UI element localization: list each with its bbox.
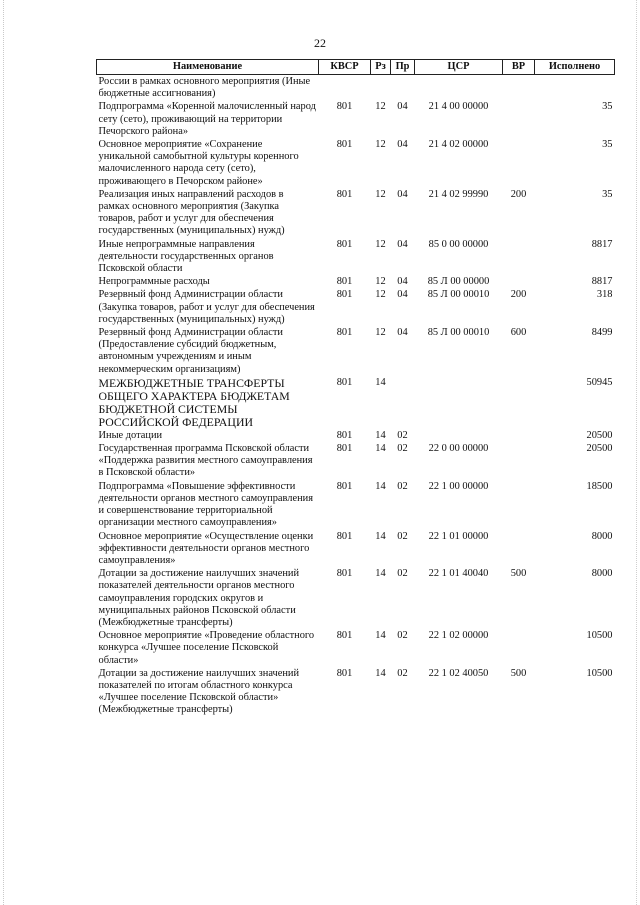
row-vr: 600 [510,327,527,339]
table-row [97,480,615,530]
row-done: 20500 [586,429,613,441]
table-header [97,60,615,75]
row-name: Непрограммные расходы [98,276,210,288]
table-row [97,667,615,717]
row-pr: 04 [397,139,408,151]
header-name: Наименование [97,60,319,75]
row-kvsr: 801 [336,327,353,339]
row-vr [503,480,535,530]
row-csr: 21 4 00 00000 [428,101,489,113]
table-row [97,567,615,629]
row-kvsr: 801 [336,630,353,642]
row-pr: 02 [397,480,408,492]
row-rz: 12 [375,327,386,339]
row-vr [503,238,535,276]
scan-edge-right [636,0,637,905]
row-rz: 12 [375,139,386,151]
row-done: 20500 [586,443,613,455]
row-csr [415,75,503,101]
row-rz: 14 [375,429,386,441]
row-kvsr: 801 [336,480,353,492]
table-row [97,100,615,138]
row-vr [503,376,535,429]
row-pr: 02 [397,568,408,580]
table-row [97,238,615,276]
header-kvsr: КВСР [319,60,371,75]
row-pr: 02 [397,630,408,642]
row-pr: 04 [397,276,408,288]
row-kvsr [319,75,371,101]
row-kvsr: 801 [336,276,353,288]
section-name: МЕЖБЮДЖЕТНЫЕ ТРАНСФЕРТЫ ОБЩЕГО ХАРАКТЕРА БЮДЖЕТАМ БЮДЖЕТНОЙ СИСТЕМЫ РОССИЙСКОЙ ФЕДЕРАЦИИ [98,375,290,429]
row-name: Государственная программа Псковской области «Поддержка развития местного самоуправления в Псковской области» [98,443,313,479]
row-kvsr: 801 [336,238,353,250]
row-name: Подпрограмма «Коренной малочисленный народ сету (сето), проживающий на территории Печорского района» [98,101,316,137]
row-rz: 14 [375,443,386,455]
row-kvsr: 801 [336,530,353,542]
row-name: Дотации за достижение наилучших значений показателей деятельности органов местного самоуправления городских округов и муниципальных районов Псковской области (Межбюджетные трансферты) [98,568,300,628]
header-csr: ЦСР [415,60,503,75]
row-done: 8000 [591,568,613,580]
header-row [97,60,615,75]
row-name: Основное мероприятие «Сохранение уникальной самобытной культуры коренного малочисленного народа сету (сето), проживающего в Печорском районе» [98,139,299,187]
row-done: 18500 [586,480,613,492]
table-row [97,629,615,667]
row-rz: 14 [375,667,386,679]
scan-edge-left [3,0,4,905]
row-csr: 22 1 02 40050 [428,667,489,679]
row-done: 35 [602,101,613,113]
row-pr: 02 [397,530,408,542]
row-rz: 12 [375,276,386,288]
row-vr [503,100,535,138]
row-pr [391,376,415,429]
row-pr: 04 [397,327,408,339]
table-row [97,326,615,376]
row-vr [503,275,535,288]
row-done: 8817 [591,238,613,250]
row-name: Подпрограмма «Повышение эффективности деятельности органов местного самоуправления и совершенствование территориальной организации местного самоуправления» [98,480,314,529]
table-row [97,442,615,480]
table-row [97,188,615,238]
row-kvsr: 801 [336,568,353,580]
header-rz: Рз [371,60,391,75]
row-csr: 22 0 00 00000 [428,443,489,455]
page-number: 22 [314,36,326,50]
row-name: Иные дотации [98,429,163,441]
row-csr: 21 4 02 00000 [428,139,489,151]
row-done: 50945 [586,376,613,388]
row-done: 10500 [586,630,613,642]
row-vr: 500 [510,568,527,580]
row-vr [503,629,535,667]
row-rz: 12 [375,188,386,200]
header-done: Исполнено [535,60,615,75]
row-name: Основное мероприятие «Проведение областного конкурса «Лучшее поселение Псковской области» [98,630,315,666]
row-name: Реализация иных направлений расходов в рамках основного мероприятия (Закупка товаров, работ и услуг для обеспечения государственных (муниципальных) нужд) [98,188,285,237]
table-row [97,138,615,188]
row-rz: 12 [375,238,386,250]
row-done: 35 [602,139,613,151]
row-name: России в рамках основного мероприятия (Иные бюджетные ассигнования) [98,76,311,100]
table-body [97,75,615,717]
row-csr: 21 4 02 99990 [428,188,489,200]
row-kvsr: 801 [336,443,353,455]
row-name: Дотации за достижение наилучших значений показателей по итогам областного конкурса «Лучшее поселение Псковской области» (Межбюджетные трансферты) [98,667,300,716]
row-kvsr: 801 [336,101,353,113]
row-vr [503,429,535,442]
row-csr: 22 1 01 40040 [428,568,489,580]
row-pr: 02 [397,443,408,455]
row-csr: 85 Л 00 00010 [427,327,490,339]
budget-table [96,59,615,717]
row-vr [503,138,535,188]
row-done: 10500 [586,667,613,679]
table-row [97,429,615,442]
row-csr: 85 0 00 00000 [428,238,489,250]
row-pr [391,75,415,101]
row-vr: 500 [510,667,527,679]
row-rz: 12 [375,289,386,301]
table-row [97,275,615,288]
row-rz: 12 [375,101,386,113]
row-rz [371,75,391,101]
row-vr: 200 [510,188,527,200]
row-name: Резервный фонд Администрации области (Закупка товаров, работ и услуг для обеспечения государственных (муниципальных) нужд) [98,289,315,325]
row-name: Основное мероприятие «Осуществление оценки эффективности деятельности органов местного самоуправления» [98,530,314,566]
row-name: Резервный фонд Администрации области (Предоставление субсидий бюджетным, автономным учреждениям и иным некоммерческим организациям) [98,327,283,375]
row-pr: 02 [397,429,408,441]
row-csr: 85 Л 00 00010 [427,289,490,301]
row-pr: 04 [397,101,408,113]
table-row-section [97,376,615,429]
table-row [97,288,615,326]
row-kvsr: 801 [336,376,353,388]
row-vr [503,75,535,101]
row-kvsr: 801 [336,289,353,301]
table-row [97,75,615,101]
row-done: 8000 [591,530,613,542]
row-csr: 22 1 01 00000 [428,530,489,542]
row-kvsr: 801 [336,188,353,200]
row-csr: 85 Л 00 00000 [427,276,490,288]
row-done: 8817 [591,276,613,288]
row-done: 35 [602,188,613,200]
row-vr: 200 [510,289,527,301]
row-vr [503,442,535,480]
row-rz: 14 [375,530,386,542]
row-done: 318 [596,289,613,301]
row-csr [415,429,503,442]
row-pr: 04 [397,289,408,301]
row-rz: 14 [375,568,386,580]
row-kvsr: 801 [336,139,353,151]
table-row [97,530,615,568]
row-pr: 04 [397,188,408,200]
row-kvsr: 801 [336,667,353,679]
row-rz: 14 [375,630,386,642]
row-done: 8499 [591,327,613,339]
row-rz: 14 [375,376,386,388]
row-rz: 14 [375,480,386,492]
header-pr: Пр [391,60,415,75]
row-kvsr: 801 [336,429,353,441]
row-csr [415,376,503,429]
row-pr: 04 [397,238,408,250]
row-pr: 02 [397,667,408,679]
row-vr [503,530,535,568]
row-csr: 22 1 00 00000 [428,480,489,492]
row-name: Иные непрограммные направления деятельности государственных органов Псковской области [98,238,274,275]
header-vr: ВР [503,60,535,75]
row-csr: 22 1 02 00000 [428,630,489,642]
row-done [535,75,615,101]
